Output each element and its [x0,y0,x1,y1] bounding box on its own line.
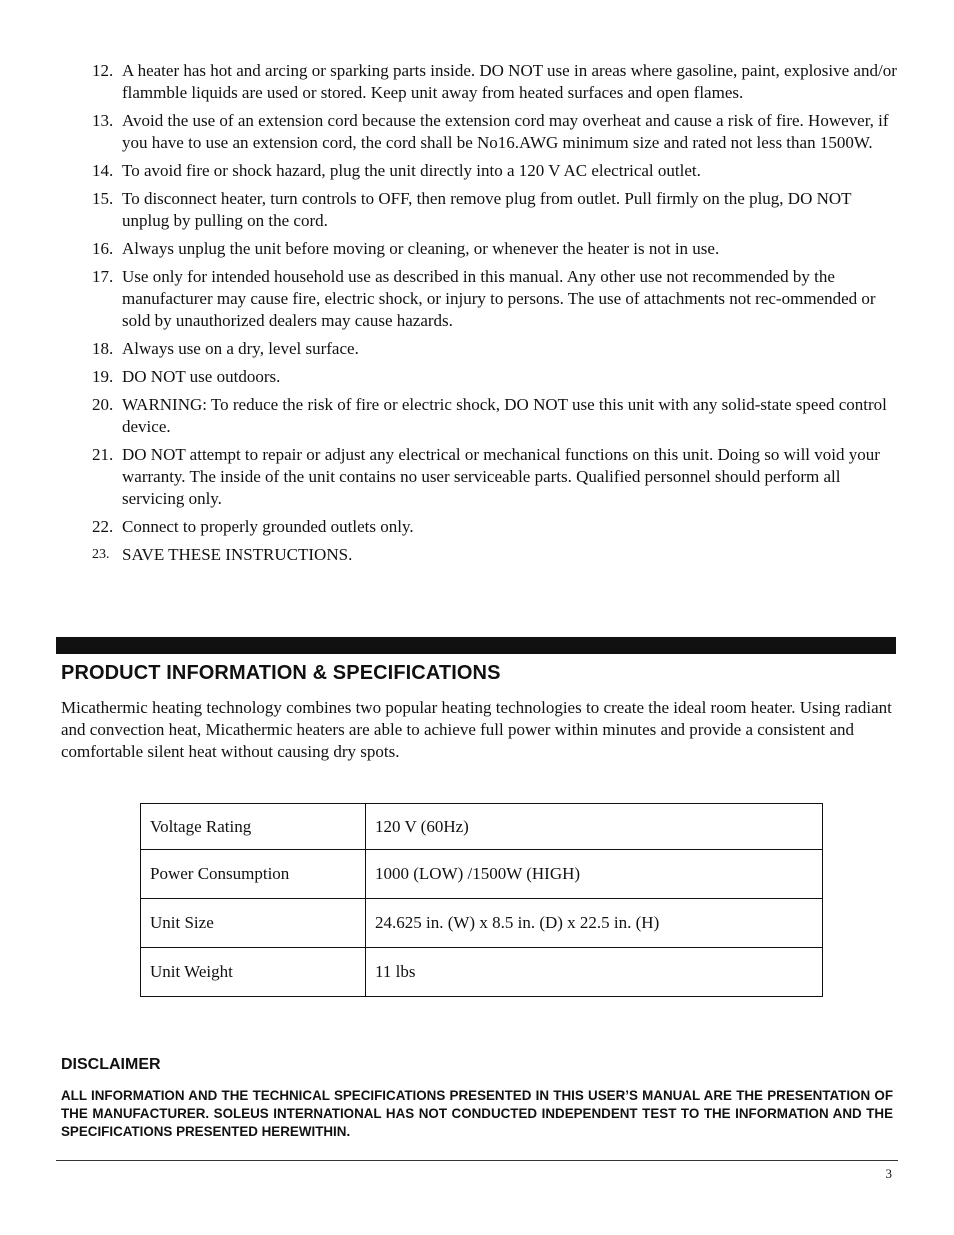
list-item [60,266,900,332]
item-text: Always use on a dry, level surface. [122,339,359,358]
list-item [60,394,900,438]
item-number: 18. [92,339,114,358]
product-intro-paragraph: Micathermic heating technology combines two popular heating technologies to create the ideal room heater. Using radiant and convection heat, Micathermic heaters are able to achieve full power within minutes and provide a consistent and comfortable silent heat without causing dry spots. [61,698,892,761]
spec-label: Unit Size [141,899,366,948]
table-row [141,948,823,997]
table-row [141,850,823,899]
item-text: DO NOT use outdoors. [122,367,281,386]
item-number: 17. [92,267,114,286]
item-number: 15. [92,189,114,208]
item-text: A heater has hot and arcing or sparking parts inside. DO NOT use in areas where gasoline, paint, explosive and/or flammble liquids are used or stored. Keep unit away from heated surfaces and open flames. [122,61,897,102]
list-item [60,188,900,232]
item-text: SAVE THESE INSTRUCTIONS. [122,545,353,564]
item-number: 21. [92,445,114,464]
list-item [60,110,900,154]
safety-instructions-list [60,60,900,572]
item-text: Always unplug the unit before moving or cleaning, or whenever the heater is not in use. [122,239,720,258]
item-number: 12. [92,61,114,80]
item-number: 13. [92,111,114,130]
section-divider-bar [56,637,896,654]
spec-value: 1000 (LOW) /1500W (HIGH) [366,850,823,899]
item-number: 20. [92,395,114,414]
table-row [141,899,823,948]
item-text: Use only for intended household use as described in this manual. Any other use not recommended by the manufacturer may cause fire, electric shock, or injury to persons. The use of attachments not rec-ommended or sold by unauthorized dealers may cause hazards. [122,267,876,330]
list-item [60,338,900,360]
item-number: 14. [92,161,114,180]
list-item [60,444,900,510]
spec-label: Voltage Rating [141,804,366,850]
footer-rule [56,1160,898,1161]
list-item [60,238,900,260]
page-number: 3 [885,1166,892,1181]
disclaimer-text: ALL INFORMATION AND THE TECHNICAL SPECIFICATIONS PRESENTED IN THIS USER’S MANUAL ARE THE PRESENTATION OF THE MANUFACTURER. SOLEUS INTERNATIONAL HAS NOT CONDUCTED INDEPENDENT TEST TO THE INFORMATION AND THE SPECIFICATIONS PRESENTED HEREWITHIN. [61,1088,893,1139]
item-text: Connect to properly grounded outlets only. [122,517,414,536]
item-number: 23. [92,547,110,562]
specifications-table [140,803,823,997]
item-number: 19. [92,367,114,386]
spec-value: 11 lbs [366,948,823,997]
spec-value: 24.625 in. (W) x 8.5 in. (D) x 22.5 in. (H) [366,899,823,948]
product-info-heading: PRODUCT INFORMATION & SPECIFICATIONS [61,662,501,684]
item-text: To disconnect heater, turn controls to OFF, then remove plug from outlet. Pull firmly on the plug, DO NOT unplug by pulling on the cord. [122,189,852,230]
list-item [60,544,900,566]
list-item [60,516,900,538]
item-number: 22. [92,517,114,536]
item-text: Avoid the use of an extension cord because the extension cord may overheat and cause a risk of fire. However, if you have to use an extension cord, the cord shall be No16.AWG minimum size and rated not less than 1500W. [122,111,889,152]
spec-label: Unit Weight [141,948,366,997]
item-text: To avoid fire or shock hazard, plug the unit directly into a 120 V AC electrical outlet. [122,161,701,180]
item-text: DO NOT attempt to repair or adjust any electrical or mechanical functions on this unit. Doing so will void your warranty. The inside of the unit contains no user serviceable parts. Qualified personnel should perform all servicing only. [122,445,880,508]
list-item [60,60,900,104]
list-item [60,160,900,182]
spec-label: Power Consumption [141,850,366,899]
item-number: 16. [92,239,114,258]
table-row [141,804,823,850]
item-text: WARNING: To reduce the risk of fire or electric shock, DO NOT use this unit with any solid-state speed control device. [122,395,887,436]
spec-value: 120 V (60Hz) [366,804,823,850]
list-item [60,366,900,388]
disclaimer-heading: DISCLAIMER [61,1056,161,1073]
